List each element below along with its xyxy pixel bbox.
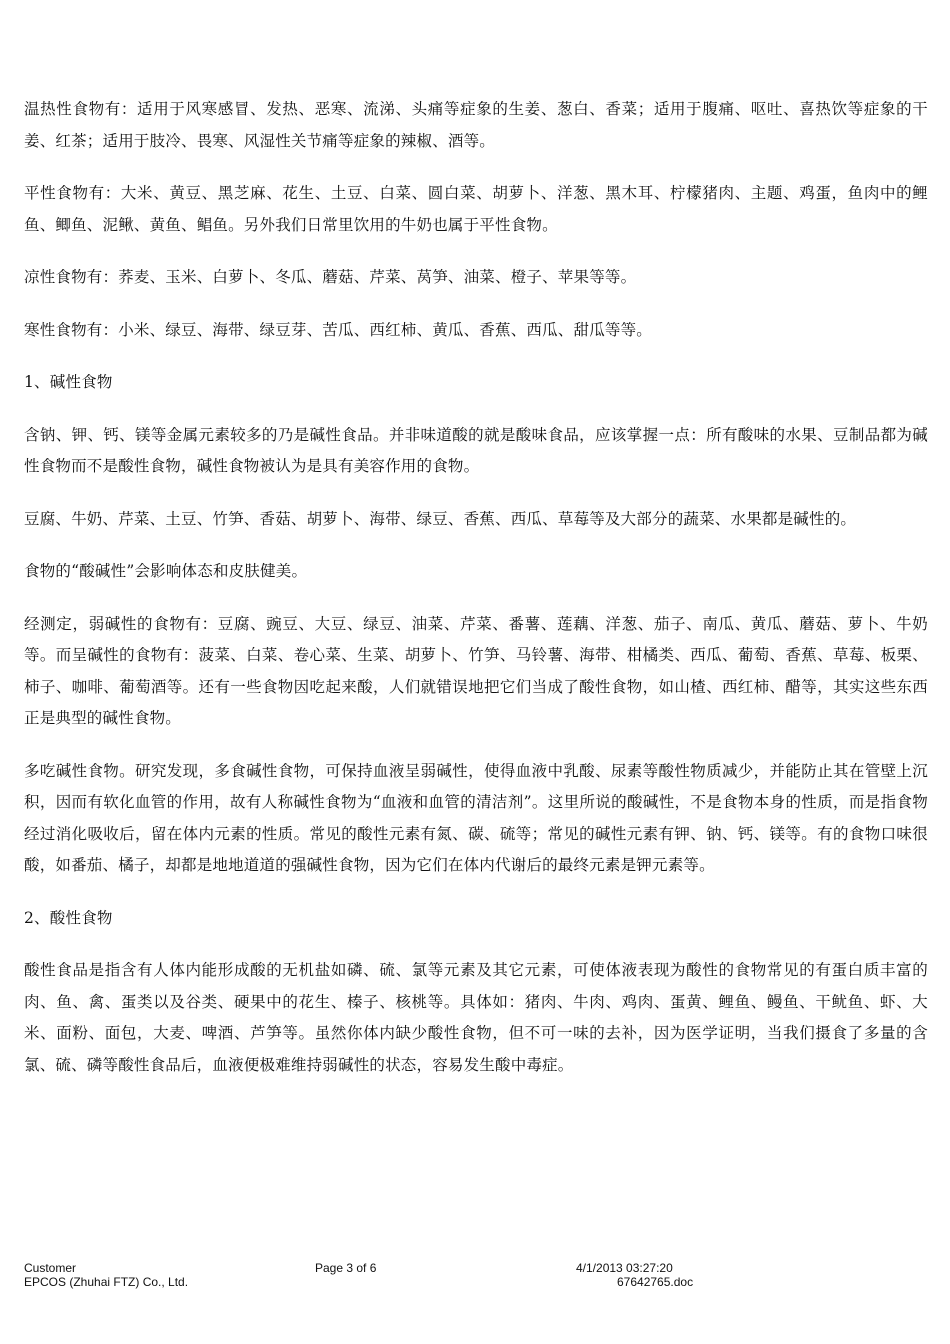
footer-company: EPCOS (Zhuhai FTZ) Co., Ltd. xyxy=(24,1275,189,1289)
footer-page-number: Page 3 of 6 xyxy=(315,1261,377,1275)
paragraph-alkaline-examples: 豆腐、牛奶、芹菜、土豆、竹笋、香菇、胡萝卜、海带、绿豆、香蕉、西瓜、草莓等及大部分的蔬菜、水果都是碱性的。 xyxy=(24,509,857,528)
paragraph-eat-alkaline: 多吃碱性食物。研究发现，多食碱性食物，可保持血液呈弱碱性，使得血液中乳酸、尿素等酸性物质减少，并能防止其在管壁上沉积，因而有软化血管的作用，故有人称碱性食物为“血液和血管的清洁剂”。这里所说的酸碱性，不是食物本身的性质，而是指食物经过消化吸收后，留在体内元素的性质。常见的酸性元素有氮、碳、硫等；常见的碱性元素有钾、钠、钙、镁等。有的食物口味很酸，如番茄、橘子，却都是地地道道的强碱性食物，因为它们在体内代谢后的最终元素是钾元素等。 xyxy=(24,761,928,874)
paragraph-neutral-foods: 平性食物有：大米、黄豆、黑芝麻、花生、土豆、白菜、圆白菜、胡萝卜、洋葱、黑木耳、柠檬猪肉、主题、鸡蛋，鱼肉中的鲤鱼、鲫鱼、泥鳅、黄鱼、鲳鱼。另外我们日常里饮用的牛奶也属于平性食物。 xyxy=(24,184,928,234)
paragraph-acid-base-effect: 食物的“酸碱性”会影响体态和皮肤健美。 xyxy=(24,562,308,580)
paragraph-cool-foods: 凉性食物有：荞麦、玉米、白萝卜、冬瓜、蘑菇、芹菜、莴笋、油菜、橙子、苹果等等。 xyxy=(24,268,637,286)
paragraph-acidic-definition: 酸性食品是指含有人体内能形成酸的无机盐如磷、硫、氯等元素及其它元素，可使体液表现为酸性的食物常见的有蛋白质丰富的肉、鱼、禽、蛋类以及谷类、硬果中的花生、榛子、核桃等。具体如：猪肉、牛肉、鸡肉、蛋黄、鲤鱼、鳗鱼、干鱿鱼、虾、大米、面粉、面包，大麦、啤酒、芦笋等。虽然你体内缺少酸性食物，但不可一味的去补，因为医学证明，当我们摄食了多量的含氯、硫、磷等酸性食品后，血液便极难维持弱碱性的状态，容易发生酸中毒症。 xyxy=(24,961,928,1074)
document-body xyxy=(24,94,928,1102)
paragraph-alkaline-definition: 含钠、钾、钙、镁等金属元素较多的乃是碱性食品。并非味道酸的就是酸味食品，应该掌握一点：所有酸味的水果、豆制品都为碱性食物而不是酸性食物，碱性食物被认为是具有美容作用的食物。 xyxy=(24,425,928,475)
paragraph-cold-foods: 寒性食物有：小米、绿豆、海带、绿豆芽、苦瓜、西红柿、黄瓜、香蕉、西瓜、甜瓜等等。 xyxy=(24,320,653,339)
footer-datetime: 4/1/2013 03:27:20 xyxy=(576,1261,673,1275)
section-heading-alkaline: 1、碱性食物 xyxy=(24,373,113,391)
footer-customer-label: Customer xyxy=(24,1261,77,1275)
footer-filename: 67642765.doc xyxy=(617,1275,694,1289)
paragraph-alkaline-tested: 经测定，弱碱性的食物有：豆腐、豌豆、大豆、绿豆、油菜、芹菜、番薯、莲藕、洋葱、茄子、南瓜、黄瓜、蘑菇、萝卜、牛奶等。而呈碱性的食物有：菠菜、白菜、卷心菜、生菜、胡萝卜、竹笋、马铃薯、海带、柑橘类、西瓜、葡萄、香蕉、草莓、板栗、柿子、咖啡、葡萄酒等。还有一些食物因吃起来酸，人们就错误地把它们当成了酸性食物，如山楂、西红柿、醋等，其实这些东西正是典型的碱性食物。 xyxy=(24,614,928,727)
page-footer xyxy=(24,1261,928,1301)
paragraph-warm-foods: 温热性食物有：适用于风寒感冒、发热、恶寒、流涕、头痛等症象的生姜、葱白、香菜；适用于腹痛、呕吐、喜热饮等症象的干姜、红茶；适用于肢冷、畏寒、风湿性关节痛等症象的辣椒、酒等。 xyxy=(24,100,928,150)
section-heading-acidic: 2、酸性食物 xyxy=(24,908,113,927)
